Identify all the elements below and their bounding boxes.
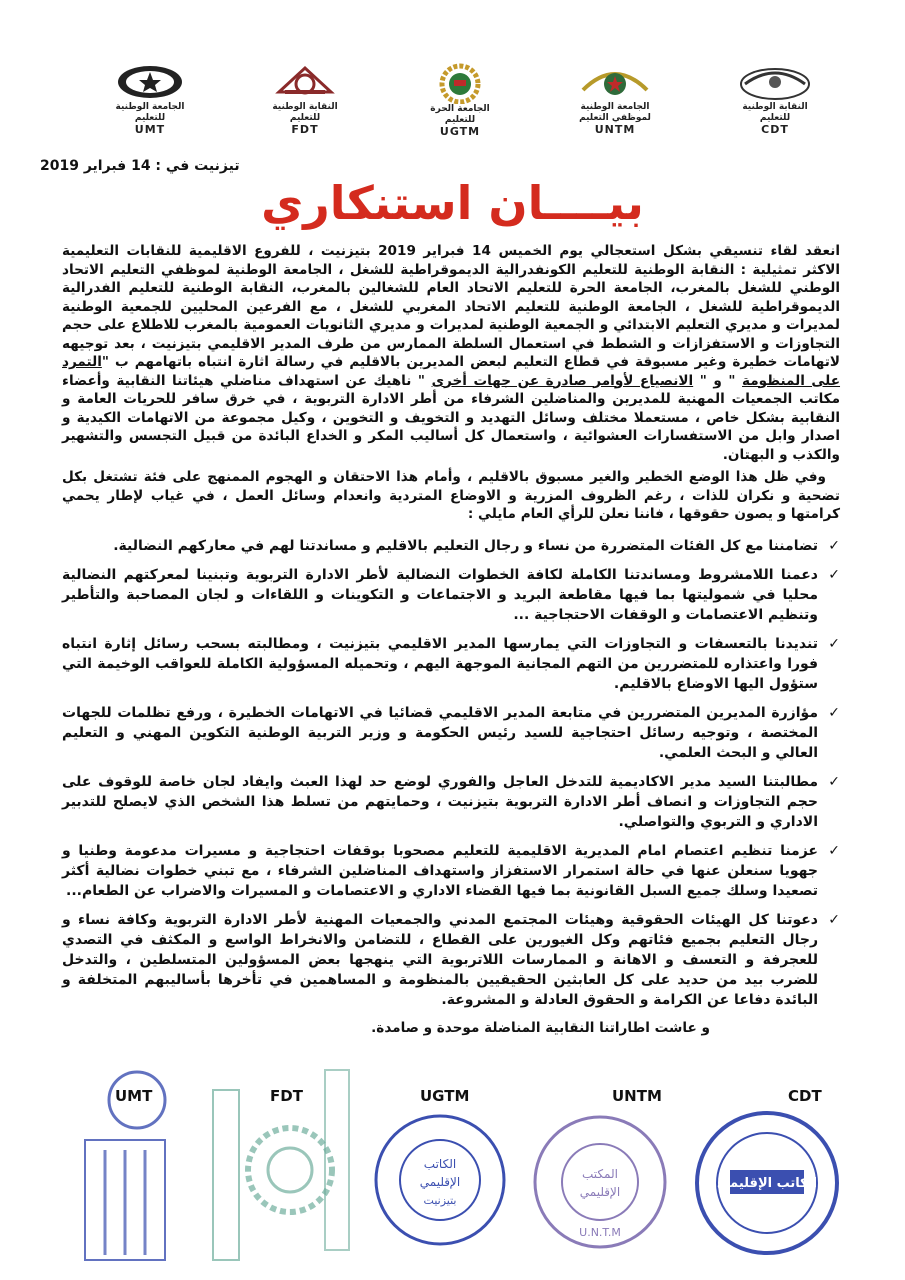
logo-untm-line2: لموظفي التعليم [579,113,651,123]
logo-umt-line1: الجامعة الوطنية [115,102,185,112]
logo-umt-line2: للتعليم [134,113,166,123]
cdt-stamp [692,1108,842,1258]
checkmark-icon: ✓ [828,537,840,554]
logo-untm-abbr: UNTM [594,123,636,136]
logo-fdt-line2: للتعليم [289,113,321,123]
intro-paragraph [62,242,840,464]
umt-emblem-icon [110,62,190,102]
demand-text: عزمنا تنظيم اعتصام امام المديرية الاقليمية للتعليم مصحوبا بوقفات احتجاجية و مسيرات مدعومة وطنيا و جهويا سنعلن عنها في حالة استمرار الاستفزاز واستهداف المناضلين الشرفاء ، مع تبني خطوات نضالية أكثر تصعيدا وسلك جميع السبل القانونية بما فيها القضاء الاداري و الاعتصامات و المسيرات والاضراب عن الطعام... [62,842,818,899]
signatory-untm: UNTM [612,1087,662,1105]
statement-body [62,242,840,1037]
document-title: بيــــان استنكاري [261,176,644,230]
untm-stamp-line2: الإقليمي [579,1185,621,1199]
untm-stamp [530,1112,670,1252]
signatory-umt: UMT [115,1087,153,1105]
signatory-cdt: CDT [788,1087,822,1105]
demand-item [62,772,840,832]
document-date: تيزنيت في : 14 فبراير 2019 [40,158,240,174]
untm-stamp-bottom: U.N.T.M [579,1226,621,1239]
demands-list [62,536,840,1010]
logo-untm [550,62,680,136]
checkmark-icon: ✓ [828,704,840,721]
demand-item [62,703,840,763]
cdt-emblem-icon [735,62,815,102]
demand-item [62,910,840,1010]
logo-fdt [240,62,370,136]
logo-umt [85,62,215,136]
logo-untm-line1: الجامعة الوطنية [580,102,650,112]
ugtm-emblem-icon [420,62,500,104]
untm-emblem-icon [575,62,655,102]
demand-item [62,634,840,694]
demand-item [62,841,840,901]
demand-text: مؤازرة المديرين المتضررين في متابعة المدير الاقليمي قضائيا في الاتهامات الخطيرة ، ورفع تظلمات للجهات المختصة ، وتوجيه رسائل احتجاجية للسيد رئيس الحكومة و وزير التربية الوطنية التكوين المهني و التعليم العالي و البحث العلمي. [62,704,818,761]
intro-text: انعقد لقاء تنسيقي بشكل استعجالي يوم الخميس 14 فبراير 2019 بتيزنيت ، للفروع الاقليمية للنقابات التعليمية الاكثر تمثيلية : النقابة الوطنية للتعليم الكونفدرالية الديموقراطية للشغل ، الجامعة الوطنية لموظفي التعليم الاتحاد الوطني للشغل بالمغرب، الجامعة الحرة للتعليم الاتحاد العام للشغالين بالمغرب، النقابة الوطنية للتعليم الفدرالية الديموقراطية للشغل ، الجامعة الوطنية للتعليم الاتحاد المغربي للشغل ، مع الفرعين المحليين للجمعية الوطنية لمديرات و مديري التعليم الابتدائي و الجمعية الوطنية لمديرات و مديري الثانويات العمومية بالمغرب للاطلاع على حجم التجاوزات و الاستفزازات و الشطط في استعمال السلطة الممارس من طرف المدير الاقليمي بتيزنيت ، بعد توجيهه لاتهامات خطيرة وغير مسبوقة في قطاع التعليم لبعض المديرين بالاقليم في رسالة اثارة انتباه باتهامهم ب " [62,243,840,370]
logo-ugtm-abbr: UGTM [439,125,481,138]
fdt-emblem-icon [265,62,345,102]
demand-text: دعوتنا كل الهيئات الحقوقية وهيئات المجتمع المدني والجمعيات المهنية لأطر الادارة التربوية وكافة نساء و رجال التعليم بجميع فئاتهم وكل الغيورين على القطاع ، للتضامن والانخراط الواسع و المكثف في التصدي للعجرفة و التعسف و الاهانة و الممارسات اللاتربوية التي ينهجها بعض المسؤولين المتسلطين ، والتدخل للضرب بيد من حديد على كل العابثين الحقيقيين بالمنظومة و المساهمين في تأخرها بأساليبهم المتخلفة و البائدة دفاعا عن الكرامة و الحقوق العادلة و المشروعة. [62,911,818,1008]
logo-ugtm-line2: للتعليم [444,115,476,125]
union-logos [60,62,860,154]
checkmark-icon: ✓ [828,773,840,790]
checkmark-icon: ✓ [828,842,840,859]
logo-cdt [710,62,840,136]
quote-separator: " و " [693,372,743,389]
logo-ugtm [395,62,525,138]
ugtm-stamp-line3: بتيزنيت [423,1194,457,1207]
umt-stamp [75,1060,175,1270]
second-paragraph: وفي ظل هذا الوضع الخطير والغير مسبوق بالاقليم ، وأمام هذا الاحتقان و الهجوم الممنهج على فئة تشتغل بكل تضحية و نكران للذات ، رغم الظروف المزرية و الاوضاع المتردية وانعدام وسائل العمل ، في غياب لإطار يحمي كرامتها و يصون حقوقها ، فاننا نعلن للرأي العام مايلي : [62,469,840,522]
logo-cdt-abbr: CDT [761,123,789,136]
logo-ugtm-line1: الجامعة الحرة [430,104,490,114]
intro-rest-text: " ناهيك عن استهداف مناضلي هيئاتنا النقابية وأعضاء مكاتب الجمعيات المهنية للمديرين والمناضلين الشرفاء من أطر الادارة التربوية ، في خرق سافر للحريات العامة و النقابية بشكل خاص ، مستعملا مختلف وسائل التهديد و التخويف و التخوين ، وكيل مجموعة من الاتهامات الكيدية و اصدار وابل من الاستفسارات العشوائية ، واستعمال كل أساليب المكر و الخداع البائدة من قبيل التجسس والتشهير والكذب و البهتان. [62,372,840,463]
quote-rebellion: التمرد على المنظومة [62,354,841,389]
untm-stamp-line1: المكتب [582,1167,618,1181]
ugtm-stamp-line2: الإقليمي [419,1175,461,1189]
logo-cdt-line1: النقابة الوطنية [742,102,808,112]
checkmark-icon: ✓ [828,911,840,928]
logo-fdt-line1: النقابة الوطنية [272,102,338,112]
checkmark-icon: ✓ [828,566,840,583]
closing-line: و عاشت اطاراتنا النقابية المناضلة موحدة و صامدة. [371,1019,710,1036]
ugtm-stamp [370,1110,510,1250]
signatory-fdt: FDT [270,1087,303,1105]
fdt-stamp [205,1060,355,1270]
cdt-stamp-text: الكاتب الإقليمي [716,1176,818,1191]
ugtm-stamp-line1: الكاتب [423,1157,457,1171]
demand-item [62,565,840,625]
demand-text: دعمنا اللامشروط ومساندتنا الكاملة لكافة الخطوات النضالية لأطر الادارة التربوية وتبنينا لمعركتهم النضالية محليا في شموليتها بما فيها مقاطعة البريد و الاجتماعات و التكوينات و اللقاءات و لجان المصاحبة والتأطير وتنظيم الاعتصامات و الوقفات الاحتجاجية ... [62,566,818,623]
logo-cdt-line2: للتعليم [759,113,791,123]
demand-text: مطالبتنا السيد مدير الاكاديمية للتدخل العاجل والفوري لوضع حد لهذا العبث وايفاد لجان خاصة للوقوف على حجم التجاوزات و انصاف أطر الادارة التربوية بتيزنيت ، وحمايتهم من تسلط هذا الشخص الذي لايصلح للتدبير الاداري و التربوي والتواصلي. [62,773,818,830]
signatory-ugtm: UGTM [420,1087,470,1105]
demand-text: تنديدنا بالتعسفات و التجاوزات التي يمارسها المدير الاقليمي بتيزنيت ، ومطالبته بسحب رسائل إثارة انتباه فورا واعتذاره للمتضررين من التهم المجانية الموجهة اليهم ، وتحميله المسؤولية الكاملة للعواقب الوخيمة التي ستؤول اليها الاوضاع بالاقليم. [62,635,818,692]
logo-fdt-abbr: FDT [291,123,319,136]
logo-umt-abbr: UMT [134,123,166,136]
demand-text: تضامننا مع كل الفئات المتضررة من نساء و رجال التعليم بالاقليم و مساندتنا لهم في معاركهم النضالية. [113,537,818,554]
checkmark-icon: ✓ [828,635,840,652]
quote-orders: الانصياع لأوامر صادرة عن جهات أخرى [431,372,694,389]
demand-item [62,536,840,556]
